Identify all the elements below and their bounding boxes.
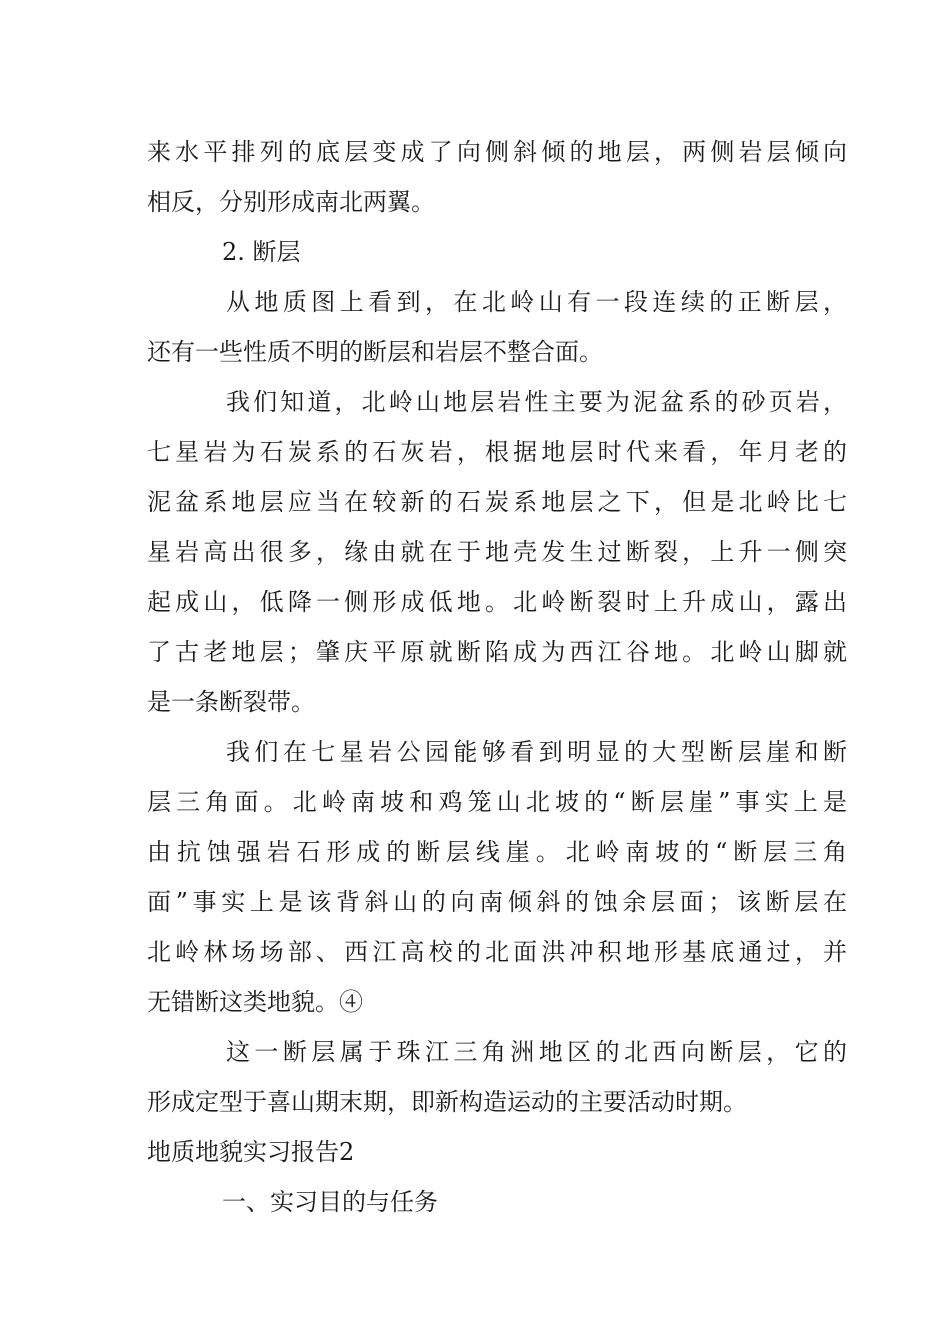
paragraph-line: 北岭林场场部、西江高校的北面洪冲积地形基底通过，并 [147, 938, 847, 966]
report-title: 地质地貌实习报告2 [147, 1138, 355, 1166]
paragraph-line: 还有一些性质不明的断层和岩层不整合面。 [147, 338, 603, 366]
paragraph-line: 我们在七星岩公园能够看到明显的大型断层崖和断 [226, 738, 847, 766]
paragraph-line: 了古老地层；肇庆平原就断陷成为西江谷地。北岭山脚就 [147, 638, 847, 666]
paragraph-line: 由抗蚀强岩石形成的断层线崖。北岭南坡的“断层三角 [147, 838, 847, 866]
paragraph-line: 无错断这类地貌。④ [147, 988, 363, 1016]
paragraph-line: 层三角面。北岭南坡和鸡笼山北坡的“断层崖”事实上是 [147, 788, 847, 816]
paragraph-line: 是一条断裂带。 [147, 688, 315, 716]
paragraph-line: 起成山，低降一侧形成低地。北岭断裂时上升成山，露出 [147, 588, 847, 616]
paragraph-line: 面”事实上是该背斜山的向南倾斜的蚀余层面；该断层在 [147, 888, 847, 916]
paragraph-line: 这一断层属于珠江三角洲地区的北西向断层，它的 [226, 1038, 847, 1066]
paragraph-line: 形成定型于喜山期末期，即新构造运动的主要活动时期。 [147, 1088, 747, 1116]
paragraph-line: 我们知道，北岭山地层岩性主要为泥盆系的砂页岩， [226, 388, 847, 416]
paragraph-line: 相反，分别形成南北两翼。 [147, 188, 435, 216]
paragraph-line: 泥盆系地层应当在较新的石炭系地层之下，但是北岭比七 [147, 488, 847, 516]
section-heading-purpose: 一、实习目的与任务 [222, 1188, 438, 1216]
paragraph-line: 七星岩为石炭系的石灰岩，根据地层时代来看，年月老的 [147, 438, 847, 466]
paragraph-line: 来水平排列的底层变成了向侧斜倾的地层，两侧岩层倾向 [147, 138, 847, 166]
paragraph-line: 星岩高出很多，缘由就在于地壳发生过断裂，上升一侧突 [147, 538, 847, 566]
section-heading-fault: 2. 断层 [222, 238, 301, 266]
paragraph-line: 从地质图上看到，在北岭山有一段连续的正断层， [226, 288, 847, 316]
